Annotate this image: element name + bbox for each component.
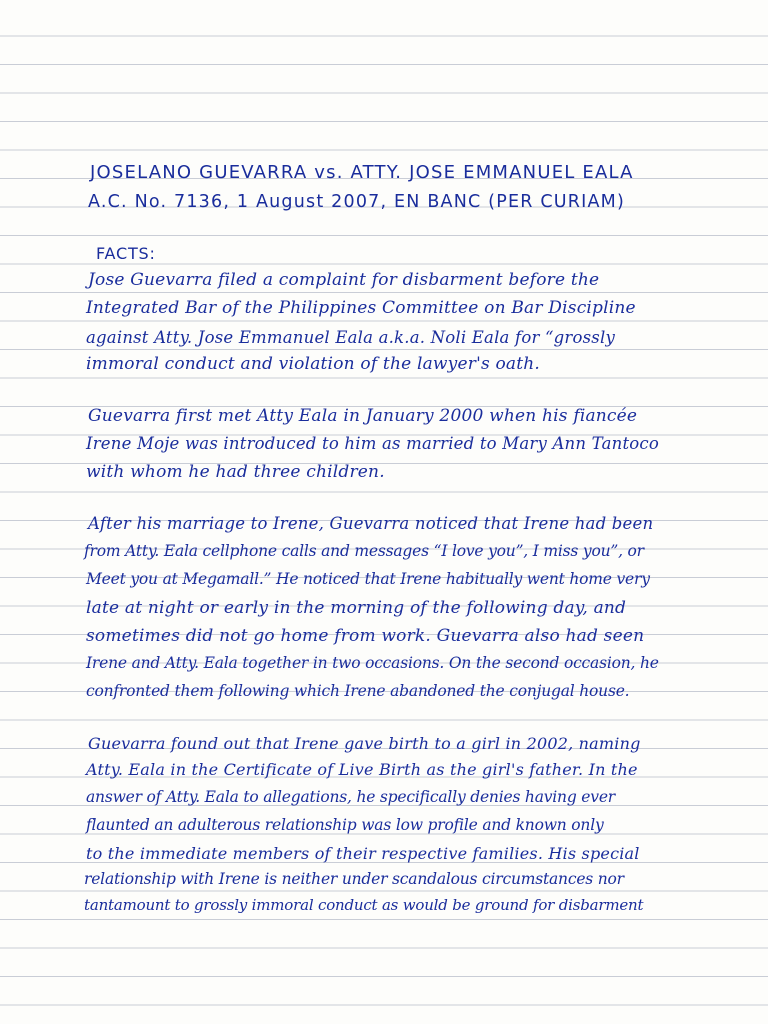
facts-p4-line-1: Guevarra found out that Irene gave birth to a girl in 2002, naming: [88, 734, 641, 753]
facts-p2-line-3: with whom he had three children.: [86, 462, 385, 482]
facts-p3-line-4: late at night or early in the morning of the following day, and: [86, 598, 627, 618]
facts-p4-line-6: relationship with Irene is neither under scandalous circumstances nor: [84, 870, 624, 888]
facts-p1-line-1: Jose Guevarra filed a complaint for disbarment before the: [88, 270, 600, 290]
facts-p3-line-5: sometimes did not go home from work. Guevarra also had seen: [86, 626, 645, 646]
case-title-line-1: JOSELANO GUEVARRA vs. ATTY. JOSE EMMANUEL EALA: [90, 162, 634, 183]
facts-p2-line-1: Guevarra first met Atty Eala in January 2000 when his fiancée: [88, 406, 638, 426]
facts-p1-line-2: Integrated Bar of the Philippines Committee on Bar Discipline: [86, 298, 636, 318]
facts-heading: FACTS:: [96, 244, 156, 263]
facts-p3-line-2: from Atty. Eala cellphone calls and messages “I love you”, I miss you”, or: [84, 542, 644, 560]
facts-p4-line-2: Atty. Eala in the Certificate of Live Birth as the girl's father. In the: [86, 760, 638, 779]
facts-p1-line-3: against Atty. Jose Emmanuel Eala a.k.a. Noli Eala for “grossly: [86, 328, 615, 347]
facts-p1-line-4: immoral conduct and violation of the lawyer's oath.: [86, 354, 541, 374]
facts-p2-line-2: Irene Moje was introduced to him as married to Mary Ann Tantoco: [86, 434, 659, 453]
facts-p3-line-3: Meet you at Megamall.” He noticed that Irene habitually went home very: [86, 570, 650, 588]
facts-p3-line-1: After his marriage to Irene, Guevarra noticed that Irene had been: [88, 514, 654, 533]
facts-p3-line-6: Irene and Atty. Eala together in two occasions. On the second occasion, he: [86, 654, 659, 672]
case-title-line-2: A.C. No. 7136, 1 August 2007, EN BANC (PER CURIAM): [88, 192, 625, 212]
facts-p4-line-5: to the immediate members of their respective families. His special: [86, 844, 640, 863]
facts-p3-line-7: confronted them following which Irene abandoned the conjugal house.: [86, 682, 630, 700]
facts-p4-line-7: tantamount to grossly immoral conduct as would be ground for disbarment: [84, 896, 644, 914]
facts-p4-line-3: answer of Atty. Eala to allegations, he specifically denies having ever: [86, 788, 616, 806]
facts-p4-line-4: flaunted an adulterous relationship was low profile and known only: [86, 816, 604, 834]
